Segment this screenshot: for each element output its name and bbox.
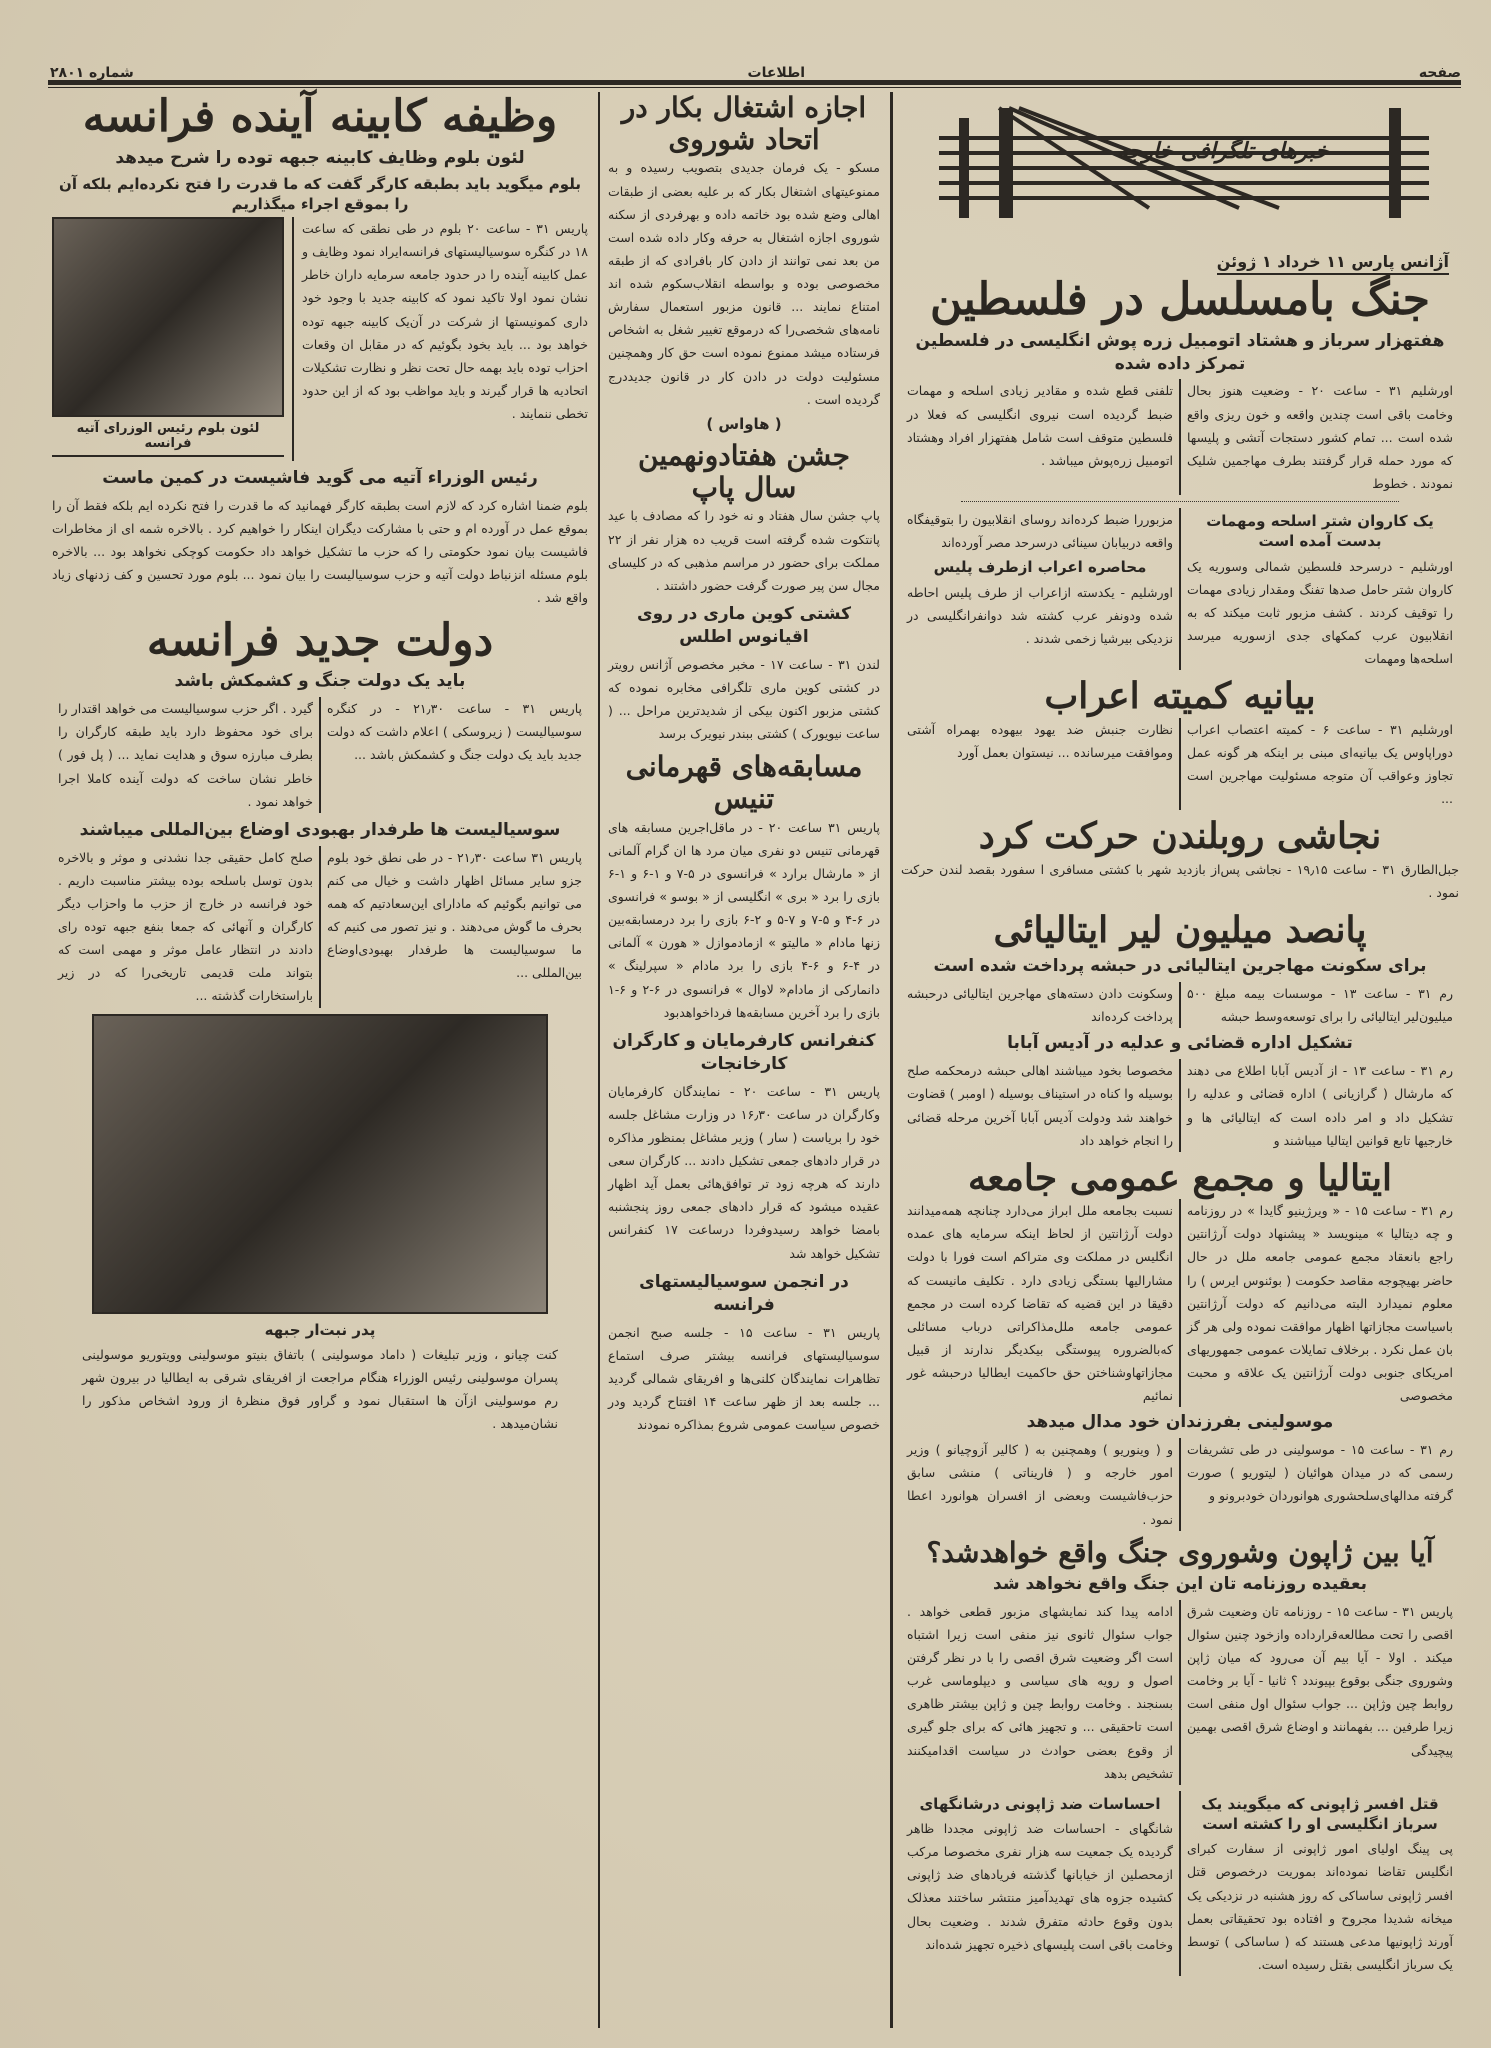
headline: یک کاروان شتر اسلحه ومهمات بدست آمده است [1206,512,1434,551]
headline: نجاشی روبلندن حرکت کرد [978,815,1382,858]
headline: بیانیه کمیته اعراب [1044,675,1316,718]
body-text: پاریس ۳۱ - ساعت ۱۵ - جلسه صبح انجمن سوسیالیستهای فرانسه بیشتر صرف استماع تظاهرات نمایندگان کلنی‌ها و افریقای شمالی گردید ... جلسه بعد از ظهر ساعت ۱۴ افتتاح گردید ودر خصوص سیاست عمومی شروع بمذاکره نمودند [608,1324,881,1432]
body-text: رم ۳۱ - ساعت ۱۳ - از آدیس آبابا اطلاع می دهند که مارشال ( گرازیانی ) اداره قضائی و عدلیه را تشکیل داد و امر داده است که ایتالیائی ها و خارجیها تابع قوانین ایتالیا میباشند و [1179,1059,1459,1152]
article-arab-committee [901,676,1459,810]
body-text: مخصوصا بخود میباشند اهالی حبشه درمحکمه صلح بوسیله وا کناه در استیناف بوسیله ( اومبر ) قضاوت خواهند شد ودولت آدیس آبابا آخرین مرحله قضائی را انجام خواهد داد [907,1063,1173,1148]
headline: در انجمن سوسیالیستهای فرانسه [639,1271,849,1315]
article-tennis [608,751,880,1024]
article-japan-soviet [901,1537,1459,1785]
article-soviet-work [608,92,880,434]
body-text: رم ۳۱ - ساعت ۱۵ - موسولینی در طی تشریفات رسمی که در میدان هوائیان ( لیتوریو ) صورت گرفته مدالهای‌سلحشوری هوانوردان خودبرونو و [1179,1438,1459,1531]
body-text: و ( وینوریو ) وهمچنین به ( کالیر آزوچیانو ) وزیر امور خارجه و ( فارینا‌تی ) منشی سابق حزب‌فاشیست وبعضی از افسران هوانورد اعطا نمود . [907,1442,1173,1527]
body-text: پاریس ۳۱ - ساعت ۲۰ بلوم در طی نطقی که ساعت ۱۸ در کنگره سوسیالیستهای فرانسه‌ایراد نمود وظایف و عمل کابینه آینده را در حدود جامعه سرمایه داران خاطر نشان نمود اولا تاکید نمود که کابینه جدید با وجود خود داری کمونیستها از شرکت در آن‌یک کابینه جبهه توده خواهد بود ... باید بخود بگوئیم که در مقابل ان وقعات احزاب توده باید بهمه حال تحت نظر و نظارت تشکیلات اتحادیه ها قرار گیرند و باید مواظب بود که از این حدود تخطی ننمایند . [292,217,588,461]
headline: جنگ بامسلسل در فلسطین [930,274,1430,325]
photo-title: پدر نبت‌ار جبهه [264,1320,376,1339]
article-negus [901,816,1459,904]
body-text: نظارت جنبش ضد یهود بیهوده بهمراه آشتی وموافقت میرسانده ... نیستوان بعمل آورد [907,721,1173,760]
body-text: رم ۳۱ - ساعت ۱۵ - « ویرژینیو گایدا » در روزنامه و چه دیتالیا » مینویسد « پیشنهاد دولت آرژانتین راجع بانعقاد مجمع عمومی جامعه ملل در حال حاضر بهیچوجه مقاصد حکومت ( بوئنوس ایرس ) را معلوم نمیدارد البته می‌دانیم که دولت آرژانتین باسیاست مجازاتها اظهار موافقت نموده ولی هر گز بان عمل نکرد . برخلاف تمایلات عمومی جمهوریهای امریکای جنوبی دولت آرژانتین یک علاقه و محبت مخصوصی [1179,1199,1459,1407]
article-queen-mary [608,603,880,745]
body-text: شانگهای - احساسات ضد ژاپونی مجددا ظاهر گردیده یک جمعیت سه هزار نفری مخصوصا مرکب ازمحصلین از خیابانها گذشته فریادهای ضد ژاپونی کشیده جزوه های تهدیدآمیز منتشر ساختند معذلک بدون وقوع حادثه متفرق شدند . وضعیت بحال وخامت باقی است پلیسهای ذخیره تجهیز شده‌اند [907,1821,1173,1952]
headline: وظیفه کابینه آینده فرانسه [82,91,558,142]
body-text: پاریس ۳۱ - ساعت ۱۵ - روزنامه تان وضعیت شرق اقصی را تحت مطالعه‌قرارداده وازخود چنین سئوال میکند . اولا - آیا بیم آن می‌رود که میان ژاپن وشوروی جنگی بوقوع بپیوندد ؟ ثانیا - آیا بر وخامت روابط چین وژاپن ... جواب سئوال اول منفی است زیرا طرفین ... بفهمانند و اوضاع شرق اقصی بهمین پیچیدگی [1179,1600,1459,1785]
body-text: اورشلیم - درسرحد فلسطین شمالی وسوریه یک کاروان شتر حامل صدها تفنگ ومقدار زیادی مهمات را توقیف کردند . کشف مزبور ثابت میکند که به انقلابیون عرب کمکهای جدی ازسوریه میرسد اسلحه‌ها ومهمات [1187,558,1453,667]
portrait-photo [52,217,284,417]
paper-name: اطلاعات [747,65,806,81]
subhead: لئون بلوم وظایف کابینه جبهه توده را شرح میدهد [115,147,525,168]
body-text: گیرد . اگر حزب سوسیالیست می خواهد اقتدار را برای خود محفوظ دارد باید طبقه کارگران را بطرف مبارزه سوق و هدایت نماید ... ( پل فور ) خاطر نشان ساخت که دولت آینده کاملا اجرا خواهد نمود . [58,701,313,809]
body-text: جبل‌الطارق ۳۱ - ساعت ۱۹٫۱۵ - نجاشی پس‌از بازدید شهر با کشتی مسافری ا سفورد بقصد لندن حرکت نمود . [901,861,1460,900]
body-text: نسبت بجامعه ملل ابراز می‌دارد چنانچه همه‌میدانند دولت آرژانتین از لحاظ اینکه سرمایه های عمده انگلیس در مملکت وی متراکم است فورا با دولت مشارالیها بستگی زیادی دارد . تکلیف مانیست که دقیقا در این قضیه که تقاضا کرده است در مجمع عمومی جامعه ملل‌مذاکراتی درباب مسائلی که‌بالضروره پیوستگی بیکدیگر ندارند از قبیل مجازاتهاوشناختن حق حاکمیت ایطالیا درحبشه غور نمائیم [907,1203,1173,1404]
divider [961,501,1399,502]
headline: قتل افسر ژاپونی که میگویند یک سرباز انگلیسی او را کشته است [1201,1794,1439,1834]
banner-title: خبرهای تلگرافی خارجه [1116,138,1329,164]
body-text: پاریس ۳۱ ساعت ۲۱٫۳۰ - در طی نطق خود بلوم جزو سایر مسائل اظهار داشت و خیال می کنم می توانیم بگوئیم که ماداراى این‌سعادتیم که همه بحرف ما گوش می‌دهند . و نیز تصور می کنیم که ما سوسیالیست ها طرفدار بهبودی‌اوضاع بین‌المللی ... [319,846,588,1008]
photo-caption: لئون بلوم رئیس الوزرای آتیه فرانسه [52,421,284,457]
right-column [890,92,1459,2028]
body-text: تلفنی قطع شده و مقادیر زیادی اسلحه و مهمات ضبط گردیده است نیروی انگلیسی که فعلا در فلسطین متوقف است شامل هفتهزار افراد وهشتاد اتومبیل زره‌پوش میباشد . [907,383,1173,468]
body-text: بلوم ضمنا اشاره کرد که لازم است بطبقه کارگر فهمانید که ما قدرت را فتح نکرده ایم بلکه فقط آن را بموقع عمل در آورده ام و حتی با مشارکت دیگران اینکار را خواهیم کرد . بالاخره شمه ای از مخاطرات فاشیست بیان نمود حکومتی را که حزب ما تشکیل خواهد داد حکومت کوچکی نخواهد بود ... بالاخره بلوم مسئله انزنباط دولت آتیه و حزب سوسیالیست را بیان نمود ... بلوم مورد تحسین و کف زدنهای زیاد واقع شد . [52,497,588,606]
headline: پانصد میلیون لیر ایتالیائی [993,908,1367,951]
headline: سوسیالیست ها طرفدار بهبودی اوضاع بین‌المللی میباشند [79,819,561,840]
masthead-rule [48,80,1461,88]
headline: احساسات ضد ژاپونی درشانگهای [919,1794,1161,1813]
article-caravan-siege [901,508,1459,670]
subhead: بعقیده روزنامه تان این جنگ واقع نخواهد شد [993,1573,1367,1594]
photo-caption: کنت چیانو ، وزیر تبلیغات ( داماد موسولینی ) باتفاق بنیتو موسولینی وویتوریو موسولینی پسران موسولینی رئیس الوزراء هنگام مراجعت از افریقای شرقی به ایطالیا در بیرون شهر رم موسولینی ازآن ها استقبال نمود و گراور فوق منظرۀ از ورود اشخاص مذکور را نشان‌میدهد . [82,1346,558,1432]
body-text: وسکونت دادن دسته‌های مهاجرین ایتالیائی درحبشه پرداخت کرده‌اند [907,986,1173,1025]
article-cabinet-duty [52,92,588,461]
headline: ایتالیا و مجمع عمومی جامعه [967,1156,1393,1199]
body-text: ادامه پیدا کند نمایشهای مزبور قطعی خواهد . جواب سئوال ثانوی نیز منفی است زیرا اشتباه است اگر وضعیت شرق اقصی را با در نظر گرفتن اصول و رویه های سیاسی و دیپلوماسی غرب بسنجند . وخامت روابط چین و ژاپن بیشتر ظاهری است تاحقیقی ... و تجهیز هائی که برای جلو گیری از وقوع بعضی حوادث در سیاست اقدامیکنند تشخیص بدهد [907,1603,1173,1781]
headline: موسولینی بفرزندان خود مدال میدهد [1026,1412,1334,1433]
body-text: پی پینگ اولیای امور ژاپونی از سفارت کبرای انگلیس تقاضا نموده‌اند بموریت درخصوص قتل افسر ژاپونی ساساکی که روز هشنبه در نزدیکی یک میخانه شدیدا مجروح و افتاده بود تحقیقاتی بعمل آورند ژاپونیها مدعی هستند که ( ساساکی ) توسط یک سرباز انگلیسی بقتل رسیده است. [1187,1841,1453,1972]
headline: تشکیل اداره قضائی و عدلیه در آدیس آبابا [1007,1033,1353,1054]
headline: مسابقه‌های قهرمانی تنیس [625,750,863,816]
article-labor-conference [608,1030,880,1265]
headline: جشن هفتادونهمین سال پاپ [638,439,850,505]
body-text: پاریس ۳۱ - ساعت ۲۱٫۳۰ - در کنگره سوسیالیست ( زیروسکی ) اعلام داشت که دولت جدید باید یک دولت جنگ و کشمکش باشد ... [319,697,588,813]
article-new-government [52,616,588,813]
article-intl-relations [52,819,588,1008]
subhead: بلوم میگوید باید بطبقه کارگر گفت که ما قدرت را فتح نکرده‌ایم بلکه آن را بموقع اجراء میگذاریم [59,174,581,213]
article-italy-league [901,1158,1459,1531]
article-palestine [901,275,1459,495]
article-socialists [608,1271,880,1437]
headline: کنفرانس کارفرمایان و کارگران کارخانجات [612,1030,876,1074]
headline: آیا بین ژاپون وشوروی جنگ واقع خواهدشد؟ [926,1535,1434,1569]
article-fascist-danger [52,467,588,610]
subhead: برای سکونت مهاجرین ایتالیائی در حبشه پرداخت شده است [933,956,1427,977]
body-text: مزبوررا ضبط کرده‌اند روسای انقلابیون را بتوقیفگاه واقعه دربیابان سینائی درسرحد مصر آورده‌اند [907,512,1173,551]
body-text: پاپ جشن سال هفتاد و نه خود را که مصادف با عید پانتکوت شده گرفته است قریب ده هزار نفر از ۲۲ مملکت برای حضور در مراسم مذهبی که در کلیسای مجال سن پیر صورت گرفت حضور داشتند . [608,508,880,593]
middle-column [598,92,888,2028]
body-text: لندن ۳۱ - ساعت ۱۷ - مخبر مخصوص آژانس رویتر در کشتی کوین ماری تلگرافی مخابره نموده که کشتی مزبور اکنون بیکی از شدیدترین مراحل ... ( ساعت نیویورک ) کشتی ببندر نیویرک برسد [608,656,880,742]
subhead: باید یک دولت جنگ و کشمکش باشد [174,671,466,692]
body-text: اورشلیم - یکدسته ازاعراب از طرف پلیس احاطه شده ودونفر عرب کشته شد دوانفرانگلیسی در نزدیکی بیرشیا زخمی شدند . [907,584,1173,646]
foreign-telegrams-banner [911,98,1449,248]
article-japan-officer-shanghai [901,1791,1459,1976]
issue-number: شماره ۲۸۰۱ [50,65,134,81]
headline: رئیس الوزراء آتیه می گوید فاشیست در کمین ماست [102,468,538,489]
body-text: مسکو - یک فرمان جدیدی بتصویب رسیده و به ممنوعیتهای اشتغال بکار که بر علیه بعضی از طبقات اهالی وضع شده بود خاتمه داده و بهرفردی از سکنه شوروی اجازه اشتغال به حرفه وکار داده شده است من بعد نمی توانند از دادن کار بافرادی که از طبقه مخصوصی بوده و بواسطه انقلاب‌سکوم شده اند امتناع نمایند ... قانون مزبور استعمال سفارش نامه‌های شخصی‌را که درموقع تغییر شغل به اشخاص فرستاده میشد ممنوع نموده است حق کار وهمچنین مسئولیت دولت در دادن کار در قانون جدیددرج گردیده است . [608,160,880,407]
headline: محاصره اعراب ازطرف پلیس [933,558,1147,577]
headline: اجازه اشتغال بکار در اتحاد شوروی [621,91,867,157]
body-text: اورشلیم ۳۱ - ساعت ۲۰ - وضعیت هنوز بحال وخامت باقی است چندین واقعه و خون ریزی واقع شده است ... تمام کشور دستجات آتشی و پلیسها که مورد حمله قرار گرفتند بطرف مهاجمین شلیک نمودند . خطوط [1179,379,1459,495]
article-lire [901,910,1459,1152]
page-label: صفحه [1418,65,1461,81]
body-text: رم ۳۱ - ساعت ۱۳ - موسسات بیمه مبلغ ۵۰۰ میلیون‌لیر ایتالیائی را برای توسعه‌وسط حبشه [1179,982,1459,1028]
body-text: اورشلیم ۳۱ - ساعت ۶ - کمیته اعتصاب اعراب دوراپاوس یک بیانیه‌ای مبنی بر اینکه هر گونه عمل تجاوز وعواقب آن متوجه مسئولیت مهاجرین است ... [1179,718,1459,811]
left-column [44,92,596,2028]
body-text: صلح کامل حقیقی جدا نشدنی و موثر و بالاخره بدون توسل باسلحه بوده بیشتر مناسبت داریم . خود فرانسه در خارج از حزب ما واحزاب دیگر کارگران و آنهائی که جمعا بنفع جبهه توده رای دادند در انتظار عامل موثر و مهمی است که بتواند ملت قدیمی تاریخی‌را که در زیر باراستخارات گذشته ... [58,849,313,1004]
headline: کشتی کوین ماری در روی اقیانوس اطلس [637,603,851,647]
headline: دولت جدید فرانسه [146,614,494,666]
dateline: آژانس پارس ۱۱ خرداد ۱ ژوئن [1217,252,1449,275]
soldiers-photo [92,1014,548,1314]
body-text: پاریس ۳۱ - ساعت ۲۰ - نمایندگان کارفرمایان وکارگران در ساعت ۱۶٫۳۰ در وزارت مشاغل جلسه خود را بریاست ( سار ) وزیر مشاغل بمنظور مذاکره در قرار دادهای جمعی تشکیل دادند ... کارگران سعی دارند که هرچه زود تر توافق‌هائی بعمل آید اظهار عقیده میشود که قرار دادهای جمعی روز پنجشنبه بامضا خواهد رسیدوفردا درساعت ۱۷ کنفرانس تشکیل خواهد شد [608,1083,880,1261]
article-pope [608,440,880,597]
body-text: پاریس ۳۱ ساعت ۲۰ - در ماقل‌اجرین مسابقه های قهرمانی تنیس دو نفری میان مرد ها ان گرام آلمانی از « مارشال برارد » فرانسوی در ۵-۷ و ۱-۶ و ۱-۶ بازی را برد « بری » انگلیسی از « بوسو » فرانسوی در ۶-۴ و ۵-۷ و ۷-۵ و ۲-۶ بازی را برد درمسابقه‌بین زنها مادام « مالیتو » ازمادموازل « هورن » آلمانی در ۴-۶ و ۶-۴ بازی را برد مادام « سپرلینگ » دانمارکی از مادام« لاوال » فرانسوی در ۶-۲ و ۶-۱ بازی را برد آخرین مسابقه‌ها فرداخواهدبود [608,819,881,1020]
subhead: هفتهزار سرباز و هشتاد اتومبیل زره پوش انگلیسی در فلسطین تمرکز داده شده [915,330,1445,374]
article-photo-soldiers [52,1014,588,1436]
source-credit: ( هاواس ) [706,414,782,433]
